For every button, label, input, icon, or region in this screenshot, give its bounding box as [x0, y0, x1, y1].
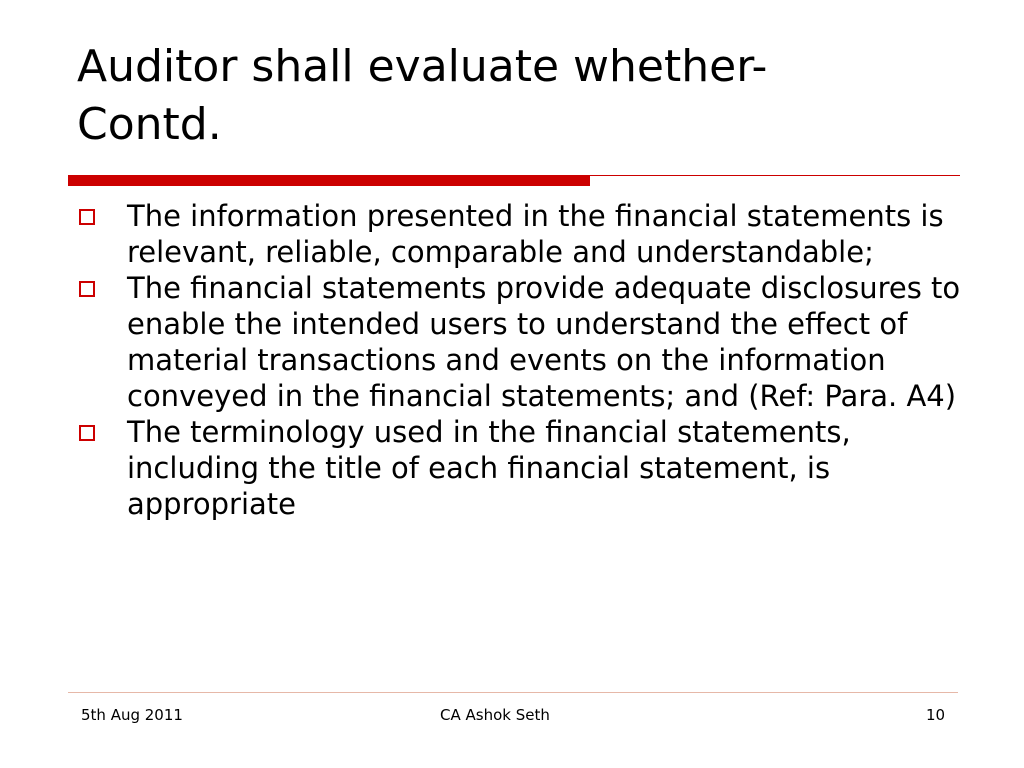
title-divider-thin	[590, 175, 960, 176]
slide-title	[77, 38, 977, 154]
slide-title-line-1: Auditor shall evaluate whether-	[77, 41, 768, 92]
title-divider-thick	[68, 175, 590, 186]
slide-title-line-2: Contd.	[77, 99, 222, 150]
slide-number: 10	[926, 706, 946, 724]
bullet-text: The financial statements provide adequate disclosures to enable the intended users to understand the effect of material transactions and events on the information conveyed in the financial statements; and (Ref: Para. A4)	[127, 271, 961, 413]
bullet-text: The terminology used in the financial statements, including the title of each financial statement, is appropriate	[127, 415, 851, 521]
footer-date: 5th Aug 2011	[81, 706, 183, 724]
bullet-text: The information presented in the financial statements is relevant, reliable, comparable and understandable;	[127, 199, 944, 269]
bullet-list	[74, 198, 964, 522]
bullet-item	[74, 270, 964, 414]
footer-author: CA Ashok Seth	[440, 706, 550, 724]
bullet-item	[74, 198, 964, 270]
square-bullet-icon	[79, 281, 95, 297]
square-bullet-icon	[79, 209, 95, 225]
bullet-item	[74, 414, 964, 522]
square-bullet-icon	[79, 425, 95, 441]
footer-divider	[68, 692, 958, 693]
